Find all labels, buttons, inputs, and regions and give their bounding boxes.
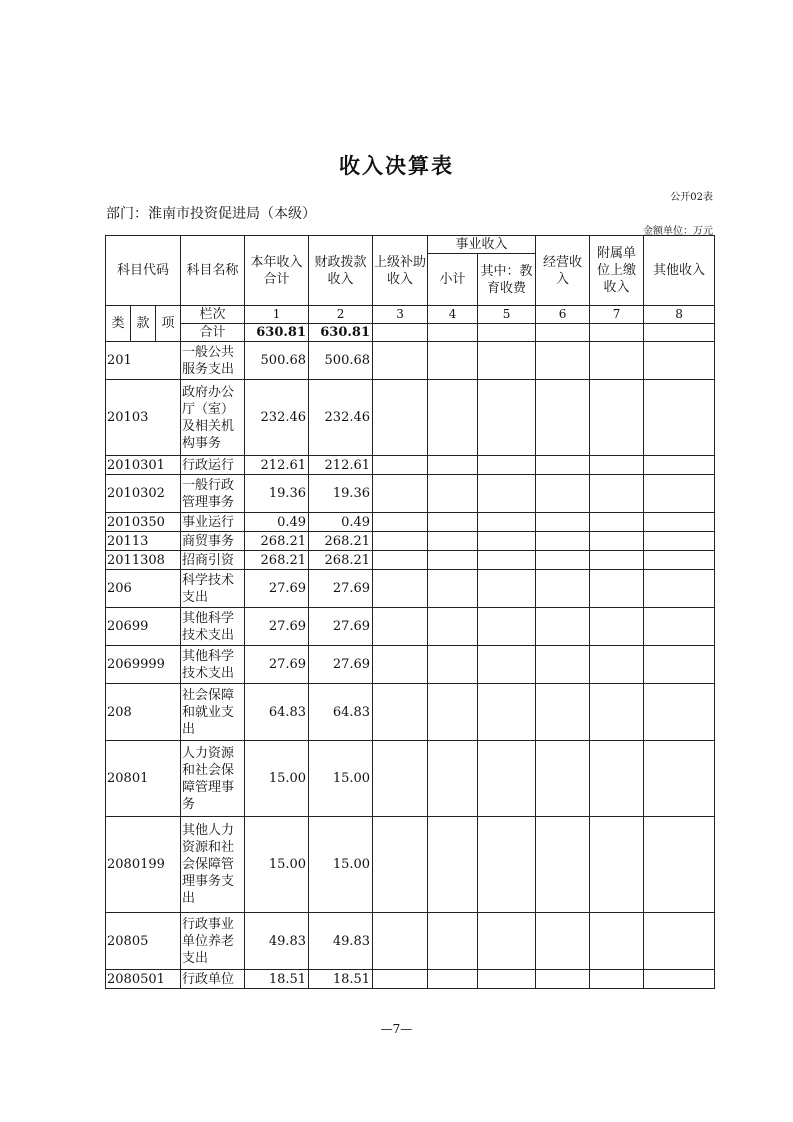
empty-cell — [590, 817, 644, 913]
subject-name-cell: 行政事业单位养老支出 — [181, 913, 245, 970]
header-subject-code: 科目代码 — [106, 236, 181, 306]
subject-name-cell: 其他人力资源和社会保障管理事务支出 — [181, 817, 245, 913]
subject-code-cell: 208 — [106, 684, 181, 741]
table-row — [106, 342, 715, 380]
column-number: 4 — [428, 306, 478, 324]
header-affiliated-income: 附属单位上缴收入 — [590, 236, 644, 306]
empty-cell — [590, 456, 644, 475]
fiscal-allocation-cell: 27.69 — [309, 608, 373, 646]
empty-cell — [590, 342, 644, 380]
empty-cell — [644, 817, 715, 913]
subject-code-cell: 2010350 — [106, 513, 181, 532]
total-income-cell: 27.69 — [245, 570, 309, 608]
empty-cell — [478, 970, 536, 989]
header-fiscal-allocation: 财政拨款收入 — [309, 236, 373, 306]
column-number: 8 — [644, 306, 715, 324]
empty-cell — [536, 532, 590, 551]
empty-cell — [590, 570, 644, 608]
empty-cell — [590, 970, 644, 989]
fiscal-allocation-cell: 15.00 — [309, 741, 373, 817]
empty-cell — [644, 970, 715, 989]
empty-cell — [373, 570, 428, 608]
empty-cell — [373, 513, 428, 532]
total-income-cell: 500.68 — [245, 342, 309, 380]
fiscal-allocation-cell: 268.21 — [309, 532, 373, 551]
empty-cell — [428, 608, 478, 646]
empty-cell — [590, 684, 644, 741]
fiscal-allocation-cell: 18.51 — [309, 970, 373, 989]
empty-cell — [373, 684, 428, 741]
subject-name-cell: 行政运行 — [181, 456, 245, 475]
total-row-label: 合计 — [181, 324, 245, 342]
empty-cell — [644, 608, 715, 646]
fiscal-allocation-cell: 232.46 — [309, 380, 373, 456]
subject-code-cell: 20113 — [106, 532, 181, 551]
total-income-cell: 232.46 — [245, 380, 309, 456]
empty-cell — [590, 646, 644, 684]
empty-cell — [428, 456, 478, 475]
empty-cell — [373, 380, 428, 456]
table-row — [106, 913, 715, 970]
empty-cell — [536, 342, 590, 380]
empty-cell — [478, 513, 536, 532]
subject-code-cell: 2010301 — [106, 456, 181, 475]
empty-cell — [373, 532, 428, 551]
table-row — [106, 380, 715, 456]
fiscal-allocation-cell: 268.21 — [309, 551, 373, 570]
empty-cell — [644, 513, 715, 532]
empty-cell — [373, 913, 428, 970]
empty-cell — [478, 684, 536, 741]
subject-code-cell: 20805 — [106, 913, 181, 970]
header-education-fee: 其中：教育收费 — [478, 254, 536, 306]
empty-cell — [644, 342, 715, 380]
empty-cell — [373, 646, 428, 684]
subject-name-cell: 人力资源和社会保障管理事务 — [181, 741, 245, 817]
total-income-cell: 268.21 — [245, 532, 309, 551]
column-number: 3 — [373, 306, 428, 324]
total-income-cell: 49.83 — [245, 913, 309, 970]
empty-cell — [373, 342, 428, 380]
empty-cell — [536, 456, 590, 475]
empty-cell — [478, 532, 536, 551]
fiscal-allocation-cell: 19.36 — [309, 475, 373, 513]
income-table — [105, 235, 715, 989]
empty-cell — [478, 475, 536, 513]
subject-code-cell: 20103 — [106, 380, 181, 456]
fiscal-allocation-cell: 15.00 — [309, 817, 373, 913]
empty-cell — [644, 532, 715, 551]
fiscal-allocation-cell: 0.49 — [309, 513, 373, 532]
subject-name-cell: 事业运行 — [181, 513, 245, 532]
empty-cell — [644, 551, 715, 570]
empty-cell — [590, 513, 644, 532]
fiscal-allocation-cell: 64.83 — [309, 684, 373, 741]
column-number: 5 — [478, 306, 536, 324]
empty-cell — [373, 741, 428, 817]
empty-cell — [373, 475, 428, 513]
table-row — [106, 646, 715, 684]
empty-cell — [428, 570, 478, 608]
empty-cell — [536, 817, 590, 913]
empty-cell — [644, 646, 715, 684]
subject-name-cell: 一般公共服务支出 — [181, 342, 245, 380]
fiscal-allocation-cell: 500.68 — [309, 342, 373, 380]
fiscal-allocation-cell: 27.69 — [309, 570, 373, 608]
empty-cell — [644, 456, 715, 475]
empty-cell — [478, 570, 536, 608]
empty-cell — [590, 475, 644, 513]
empty-cell — [536, 380, 590, 456]
unit-label: 金额单位：万元 — [643, 226, 713, 237]
empty-cell — [536, 970, 590, 989]
table-row — [106, 817, 715, 913]
subject-code-cell: 20699 — [106, 608, 181, 646]
page-number: —7— — [380, 1022, 413, 1036]
table-row — [106, 608, 715, 646]
subject-code-cell: 206 — [106, 570, 181, 608]
empty-cell — [478, 741, 536, 817]
empty-cell — [428, 646, 478, 684]
total-row-fiscal: 630.81 — [309, 324, 373, 342]
subject-code-cell: 20801 — [106, 741, 181, 817]
empty-cell — [428, 970, 478, 989]
table-row — [106, 970, 715, 989]
column-number: 2 — [309, 306, 373, 324]
subject-code-cell: 2080501 — [106, 970, 181, 989]
table-row — [106, 684, 715, 741]
empty-cell — [644, 570, 715, 608]
empty-cell — [644, 741, 715, 817]
empty-cell — [478, 608, 536, 646]
empty-cell — [373, 456, 428, 475]
table-row — [106, 741, 715, 817]
subject-code-cell: 201 — [106, 342, 181, 380]
total-income-cell: 15.00 — [245, 741, 309, 817]
table-number: 公开02表 — [670, 192, 713, 203]
subject-name-cell: 其他科学技术支出 — [181, 646, 245, 684]
empty-cell — [478, 817, 536, 913]
subject-name-cell: 商贸事务 — [181, 532, 245, 551]
empty-cell — [536, 741, 590, 817]
empty-cell — [428, 684, 478, 741]
fiscal-allocation-cell: 27.69 — [309, 646, 373, 684]
header-subject-name: 科目名称 — [181, 236, 245, 306]
header-superior-subsidy: 上级补助收入 — [373, 236, 428, 306]
empty-cell — [428, 551, 478, 570]
table-row — [106, 475, 715, 513]
empty-cell — [536, 570, 590, 608]
total-income-cell: 27.69 — [245, 608, 309, 646]
empty-cell — [428, 532, 478, 551]
subject-name-cell: 政府办公厅（室）及相关机构事务 — [181, 380, 245, 456]
header-operating-income: 经营收入 — [536, 236, 590, 306]
subject-name-cell: 招商引资 — [181, 551, 245, 570]
empty-cell — [590, 551, 644, 570]
subject-name-cell: 社会保障和就业支出 — [181, 684, 245, 741]
empty-cell — [536, 684, 590, 741]
empty-cell — [644, 475, 715, 513]
empty-cell — [428, 513, 478, 532]
empty-cell — [373, 970, 428, 989]
subject-name-cell: 行政单位 — [181, 970, 245, 989]
total-income-cell: 18.51 — [245, 970, 309, 989]
empty-cell — [536, 913, 590, 970]
page-title: 收入决算表 — [339, 153, 454, 178]
table-row — [106, 532, 715, 551]
total-income-cell: 27.69 — [245, 646, 309, 684]
fiscal-allocation-cell: 212.61 — [309, 456, 373, 475]
total-income-cell: 212.61 — [245, 456, 309, 475]
total-income-cell: 15.00 — [245, 817, 309, 913]
empty-cell — [536, 475, 590, 513]
empty-cell — [428, 342, 478, 380]
subject-name-cell: 一般行政管理事务 — [181, 475, 245, 513]
fiscal-allocation-cell: 49.83 — [309, 913, 373, 970]
empty-cell — [590, 913, 644, 970]
empty-cell — [644, 380, 715, 456]
department-label: 部门：淮南市投资促进局（本级） — [106, 206, 316, 222]
total-income-cell: 64.83 — [245, 684, 309, 741]
column-number: 7 — [590, 306, 644, 324]
table-row — [106, 551, 715, 570]
header-business-income: 事业收入 — [428, 236, 536, 254]
subject-code-cell: 2011308 — [106, 551, 181, 570]
header-item: 项 — [156, 306, 181, 342]
empty-cell — [428, 817, 478, 913]
subject-code-cell: 2069999 — [106, 646, 181, 684]
subject-code-cell: 2080199 — [106, 817, 181, 913]
total-income-cell: 0.49 — [245, 513, 309, 532]
empty-cell — [590, 608, 644, 646]
header-total-income: 本年收入合计 — [245, 236, 309, 306]
empty-cell — [373, 817, 428, 913]
total-income-cell: 19.36 — [245, 475, 309, 513]
table-row — [106, 570, 715, 608]
empty-cell — [478, 646, 536, 684]
empty-cell — [478, 456, 536, 475]
header-class: 类 — [106, 306, 131, 342]
empty-cell — [373, 608, 428, 646]
total-row-income: 630.81 — [245, 324, 309, 342]
empty-cell — [644, 913, 715, 970]
empty-cell — [373, 551, 428, 570]
empty-cell — [428, 380, 478, 456]
subject-code-cell: 2010302 — [106, 475, 181, 513]
empty-cell — [590, 380, 644, 456]
header-section: 款 — [131, 306, 156, 342]
empty-cell — [428, 913, 478, 970]
empty-cell — [644, 684, 715, 741]
subject-name-cell: 科学技术支出 — [181, 570, 245, 608]
empty-cell — [536, 551, 590, 570]
empty-cell — [478, 342, 536, 380]
table-row — [106, 456, 715, 475]
total-income-cell: 268.21 — [245, 551, 309, 570]
empty-cell — [590, 741, 644, 817]
header-subtotal: 小计 — [428, 254, 478, 306]
empty-cell — [478, 551, 536, 570]
empty-cell — [478, 380, 536, 456]
empty-cell — [536, 513, 590, 532]
column-number: 6 — [536, 306, 590, 324]
header-column-order: 栏次 — [181, 306, 245, 324]
empty-cell — [428, 475, 478, 513]
empty-cell — [590, 532, 644, 551]
table-row — [106, 513, 715, 532]
empty-cell — [536, 608, 590, 646]
empty-cell — [478, 913, 536, 970]
column-number: 1 — [245, 306, 309, 324]
empty-cell — [428, 741, 478, 817]
subject-name-cell: 其他科学技术支出 — [181, 608, 245, 646]
empty-cell — [536, 646, 590, 684]
header-other-income: 其他收入 — [644, 236, 715, 306]
